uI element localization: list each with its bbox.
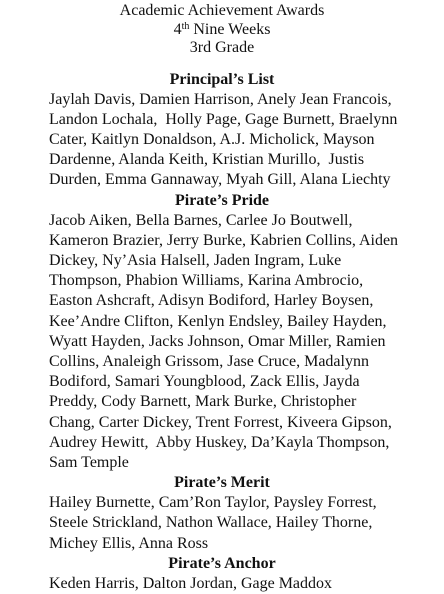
name-line: Kameron Brazier, Jerry Burke, Kabrien Collins, Aiden (49, 231, 399, 249)
section-pirates-pride (0, 191, 444, 474)
name-line: Landon Lochala, Holly Page, Gage Burnett, Braelynn (49, 110, 398, 128)
name-line: Jaylah Davis, Damien Harrison, Anely Jean Francois, (49, 90, 392, 108)
section-title: Pirate’s Pride (174, 191, 270, 209)
name-line: Bodiford, Samari Youngblood, Zack Ellis, Jayda (49, 373, 360, 391)
period-ordinal-suffix: th (181, 20, 190, 32)
document-title: Academic Achievement Awards (119, 2, 325, 19)
grade-level: 3rd Grade (189, 39, 255, 56)
award-sections (0, 70, 444, 594)
name-line: Durden, Emma Gannaway, Myah Gill, Alana Liechty (49, 171, 391, 189)
name-line: Thompson, Phabion Williams, Karina Ambrocio, (49, 272, 364, 290)
period-number: 4 (173, 20, 182, 38)
section-title: Principal’s List (169, 70, 275, 88)
section-title: Pirate’s Anchor (168, 554, 276, 572)
name-line: Sam Temple (49, 453, 129, 471)
name-line: Easton Ashcraft, Adisyn Bodiford, Harley Boysen, (49, 292, 374, 310)
name-line: Cater, Kaitlyn Donaldson, A.J. Micholick, Mayson (49, 130, 375, 148)
name-line: Jacob Aiken, Bella Barnes, Carlee Jo Boutwell, (49, 211, 353, 229)
grading-period (0, 21, 444, 40)
period-label: Nine Weeks (189, 20, 271, 38)
section-pirates-anchor (0, 554, 444, 594)
student-name-list (0, 90, 444, 191)
name-line: Dickey, Ny’Asia Halsell, Jaden Ingram, Luke (49, 251, 342, 269)
name-line: Collins, Analeigh Grissom, Jase Cruce, Madalynn (49, 352, 369, 370)
name-line: Michey Ellis, Anna Ross (49, 534, 209, 552)
name-line: Keden Harris, Dalton Jordan, Gage Maddox (49, 574, 333, 592)
student-name-list (0, 574, 444, 594)
name-line: Audrey Hewitt, Abby Huskey, Da’Kayla Thompson, (49, 433, 390, 451)
student-name-list (0, 493, 444, 554)
student-name-list (0, 211, 444, 474)
name-line: Steele Strickland, Nathon Wallace, Hailey Thorne, (49, 514, 373, 532)
name-line: Wyatt Hayden, Jacks Johnson, Omar Miller, Ramien (49, 332, 386, 350)
name-line: Preddy, Cody Barnett, Mark Burke, Christopher (49, 393, 357, 411)
name-line: Kee’Andre Clifton, Kenlyn Endsley, Bailey Hayden, (49, 312, 387, 330)
section-title: Pirate’s Merit (174, 474, 270, 492)
name-line: Hailey Burnette, Cam’Ron Taylor, Paysley Forrest, (49, 494, 377, 512)
section-principals-list (0, 70, 444, 191)
name-line: Dardenne, Alanda Keith, Kristian Murillo, Justis (49, 151, 365, 169)
name-line: Chang, Carter Dickey, Trent Forrest, Kiveera Gipson, (49, 413, 392, 431)
